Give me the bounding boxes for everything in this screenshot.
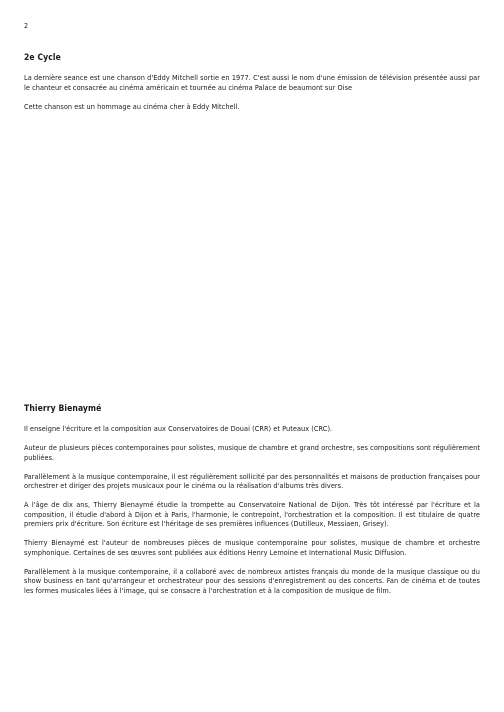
paragraph: Parallèlement à la musique contemporaine, il a collaboré avec de nombreux artistes français du monde de la musique classique ou du show business en tant qu'arrangeur et orchestrateur pour des sessions d'enregistrement ou des concerts. Fan de cinéma et de toutes les formes musicales liées à l'image, qui se consacre à l'orchestration et à la composition de musique de film. xyxy=(24,566,480,596)
paragraph: Auteur de plusieurs pièces contemporaines pour solistes, musique de chambre et grand orchestre, ses compositions sont régulièrement publiées. xyxy=(24,442,480,462)
paragraph: Thierry Bienaymé est l'auteur de nombreuses pièces de musique contemporaine pour solistes, musique de chambre et orchestre symphonique. Certaines de ses œuvres sont publiées aux éditions Henry Lemoine et International Music Diffusion. xyxy=(24,538,480,557)
section-thierry-bienayme xyxy=(24,403,480,605)
paragraph: Il enseigne l'écriture et la composition aux Conservatoires de Douai (CRR) et Puteaux (CRC). xyxy=(24,424,333,433)
paragraph: La dernière seance est une chanson d'Eddy Mitchell sortie en 1977. C'est aussi le nom d'une émission de télévision présentée aussi par le chanteur et consacrée au cinéma américain et tournée au cinéma Palace de beaumont sur Oise xyxy=(24,73,480,92)
section-heading-2e-cycle: 2e Cycle xyxy=(24,53,61,63)
section-heading-thierry-bienayme: Thierry Bienaymé xyxy=(24,404,102,414)
page-number: 2 xyxy=(24,22,29,30)
section-2e-cycle xyxy=(24,52,480,122)
paragraph: Parallèlement à la musique contemporaine, il est régulièrement sollicité par des personnalités et maisons de production françaises pour orchestrer et diriger des projets musicaux pour le cinéma ou la réalisation d'albums très divers. xyxy=(24,471,480,491)
paragraph: Cette chanson est un hommage au cinéma cher à Eddy Mitchell. xyxy=(24,102,240,112)
paragraph: A l'âge de dix ans, Thierry Bienaymé étudie la trompette au Conservatoire National de Dijon. Très tôt intéressé par l'écriture et la composition, il étudie d'abord à Dijon et à Paris, l'harmonie, le contrepoint, l'orchestration et la composition. Il est titulaire de quatre premiers prix d'écriture. Son écriture est l'héritage de ses premières influences (Dutilleux, Messiaen, Grisey). xyxy=(24,500,480,529)
